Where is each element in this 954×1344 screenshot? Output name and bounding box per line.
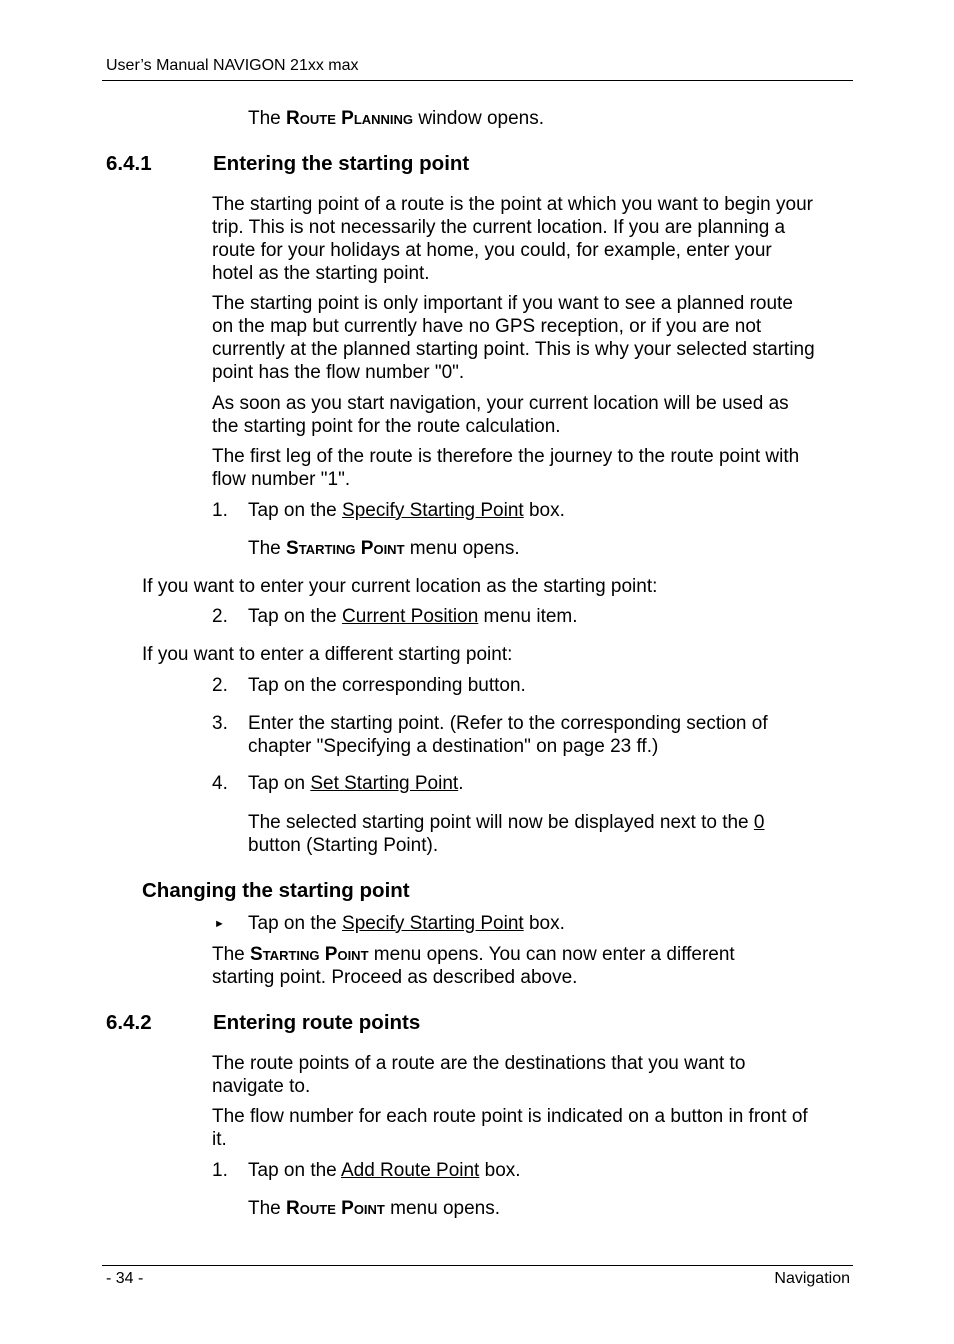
zero-button-link[interactable]: 0 xyxy=(753,812,765,833)
step-number: 4. xyxy=(212,773,228,794)
specify-starting-point-link[interactable]: Specify Starting Point xyxy=(342,913,524,934)
paragraph-1: The starting point of a route is the point at which you want to begin your trip. This is not necessarily the current location. If you are planning a route for your holidays at home, you could, for example, enter your hotel as the starting point. xyxy=(212,194,813,284)
intro-text: The Route Planning window opens. xyxy=(248,108,545,129)
page-header: User’s Manual NAVIGON 21xx max xyxy=(106,57,359,74)
paragraph-route-points-1: The route points of a route are the destinations that you want to navigate to. xyxy=(212,1053,746,1097)
current-position-link[interactable]: Current Position xyxy=(342,606,479,627)
triangle-bullet-icon: ► xyxy=(214,918,225,930)
changing-result: The Starting Point menu opens. You can now enter a different starting point. Proceed as described above. xyxy=(212,944,735,988)
section-title: Entering route points xyxy=(213,1011,421,1034)
set-starting-point-link[interactable]: Set Starting Point xyxy=(310,773,459,794)
section-title: Entering the starting point xyxy=(213,152,470,175)
condition-different-point: If you want to enter a different starting point: xyxy=(142,644,513,665)
paragraph-route-points-2: The flow number for each route point is indicated on a button in front of it. xyxy=(212,1106,808,1150)
header-rule xyxy=(102,80,853,81)
step-number: 1. xyxy=(212,1160,228,1181)
step-number: 1. xyxy=(212,500,228,521)
paragraph-4: The first leg of the route is therefore the journey to the route point with flow number "1". xyxy=(212,446,800,490)
ui-term: Starting Point xyxy=(286,538,405,559)
add-route-point-link[interactable]: Add Route Point xyxy=(340,1160,480,1181)
section-number: 6.4.1 xyxy=(106,152,152,175)
page-number: - 34 - xyxy=(106,1270,144,1287)
step-1-result: The Starting Point menu opens. xyxy=(248,538,520,559)
paragraph-2: The starting point is only important if you want to see a planned route on the map but currently have no GPS reception, or if you are not currently at the planned starting point. This is why your selected starting point has the flow number "0". xyxy=(212,293,815,383)
footer-rule xyxy=(102,1265,853,1266)
step-number: 2. xyxy=(212,675,228,696)
step-4-result: The selected starting point will now be displayed next to the 0 button (Starting Point). xyxy=(248,812,765,856)
step-number: 3. xyxy=(212,713,228,734)
ui-term: Route Point xyxy=(286,1198,385,1219)
condition-current-location: If you want to enter your current location as the starting point: xyxy=(142,576,658,597)
subsection-heading-changing: Changing the starting point xyxy=(142,879,410,902)
section-number: 6.4.2 xyxy=(106,1011,152,1034)
specify-starting-point-link[interactable]: Specify Starting Point xyxy=(342,500,524,521)
step-number: 2. xyxy=(212,606,228,627)
route-point-result: The Route Point menu opens. xyxy=(248,1198,501,1219)
ui-term: Route Planning xyxy=(286,108,414,129)
ui-term: Starting Point xyxy=(250,944,369,965)
paragraph-3: As soon as you start navigation, your current location will be used as the starting point for the route calculation. xyxy=(212,393,789,437)
footer-section: Navigation xyxy=(774,1270,850,1287)
